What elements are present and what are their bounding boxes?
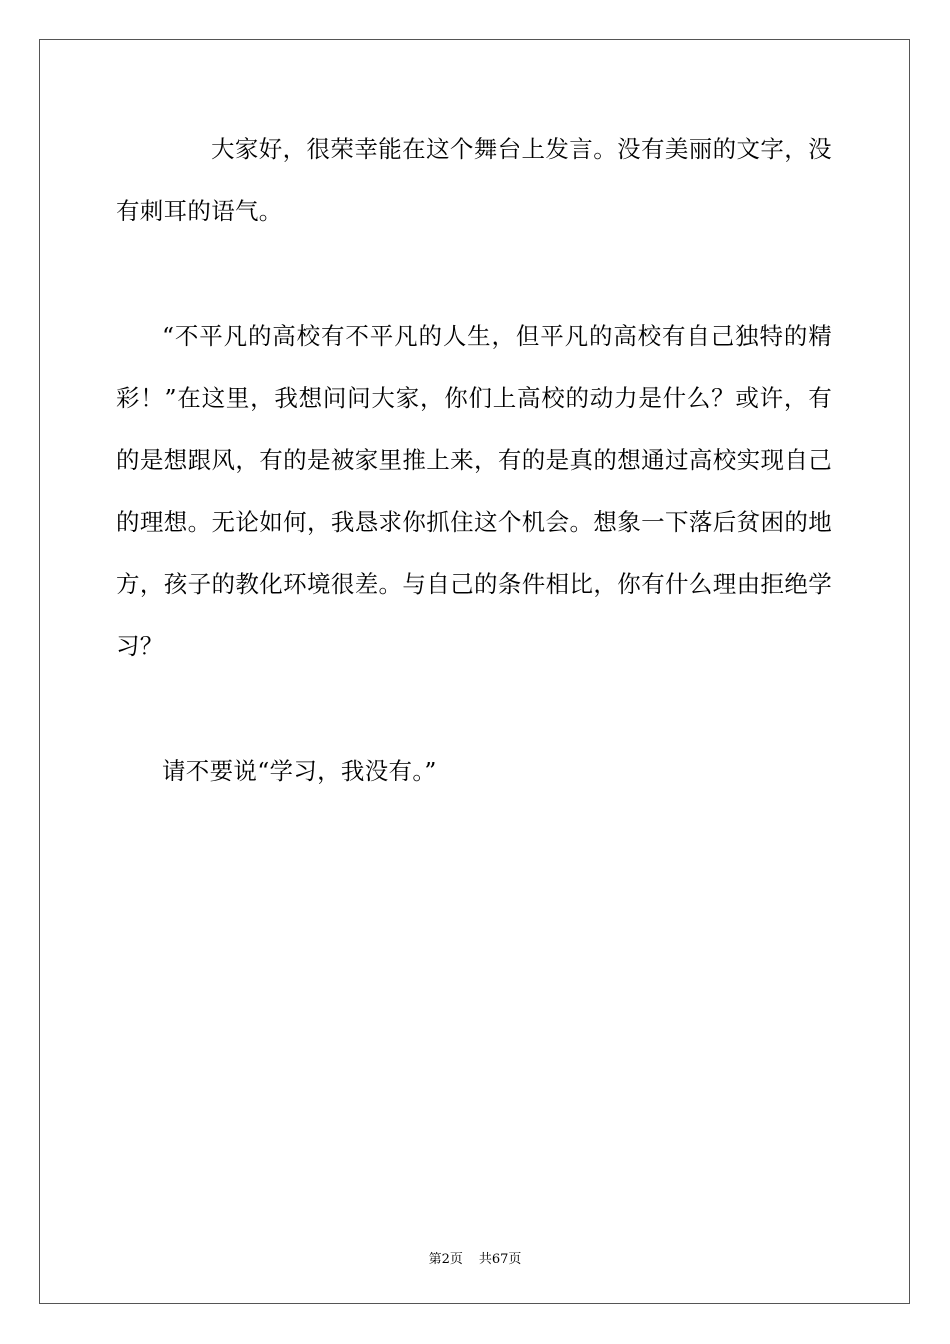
page-footer xyxy=(0,1248,950,1267)
page-number: 第2页 xyxy=(428,1252,463,1267)
paragraph-2: “不平凡的高校有不平凡的人生，但平凡的高校有自己独特的精彩！”在这里，我想问问大家，你们上高校的动力是什么？或许，有的是想跟风，有的是被家里推上来，有的是真的想通过高校实现自己的理想。无论如何，我恳求你抓住这个机会。想象一下落后贫困的地方，孩子的教化环境很差。与自己的条件相比，你有什么理由拒绝学习？ xyxy=(116,322,832,660)
paragraph-3: 请不要说“学习，我没有。” xyxy=(162,757,437,785)
document-body xyxy=(116,118,832,865)
paragraph-1: 大家好，很荣幸能在这个舞台上发言。没有美丽的文字，没有刺耳的语气。 xyxy=(116,135,832,225)
page-total: 共67页 xyxy=(478,1252,522,1267)
